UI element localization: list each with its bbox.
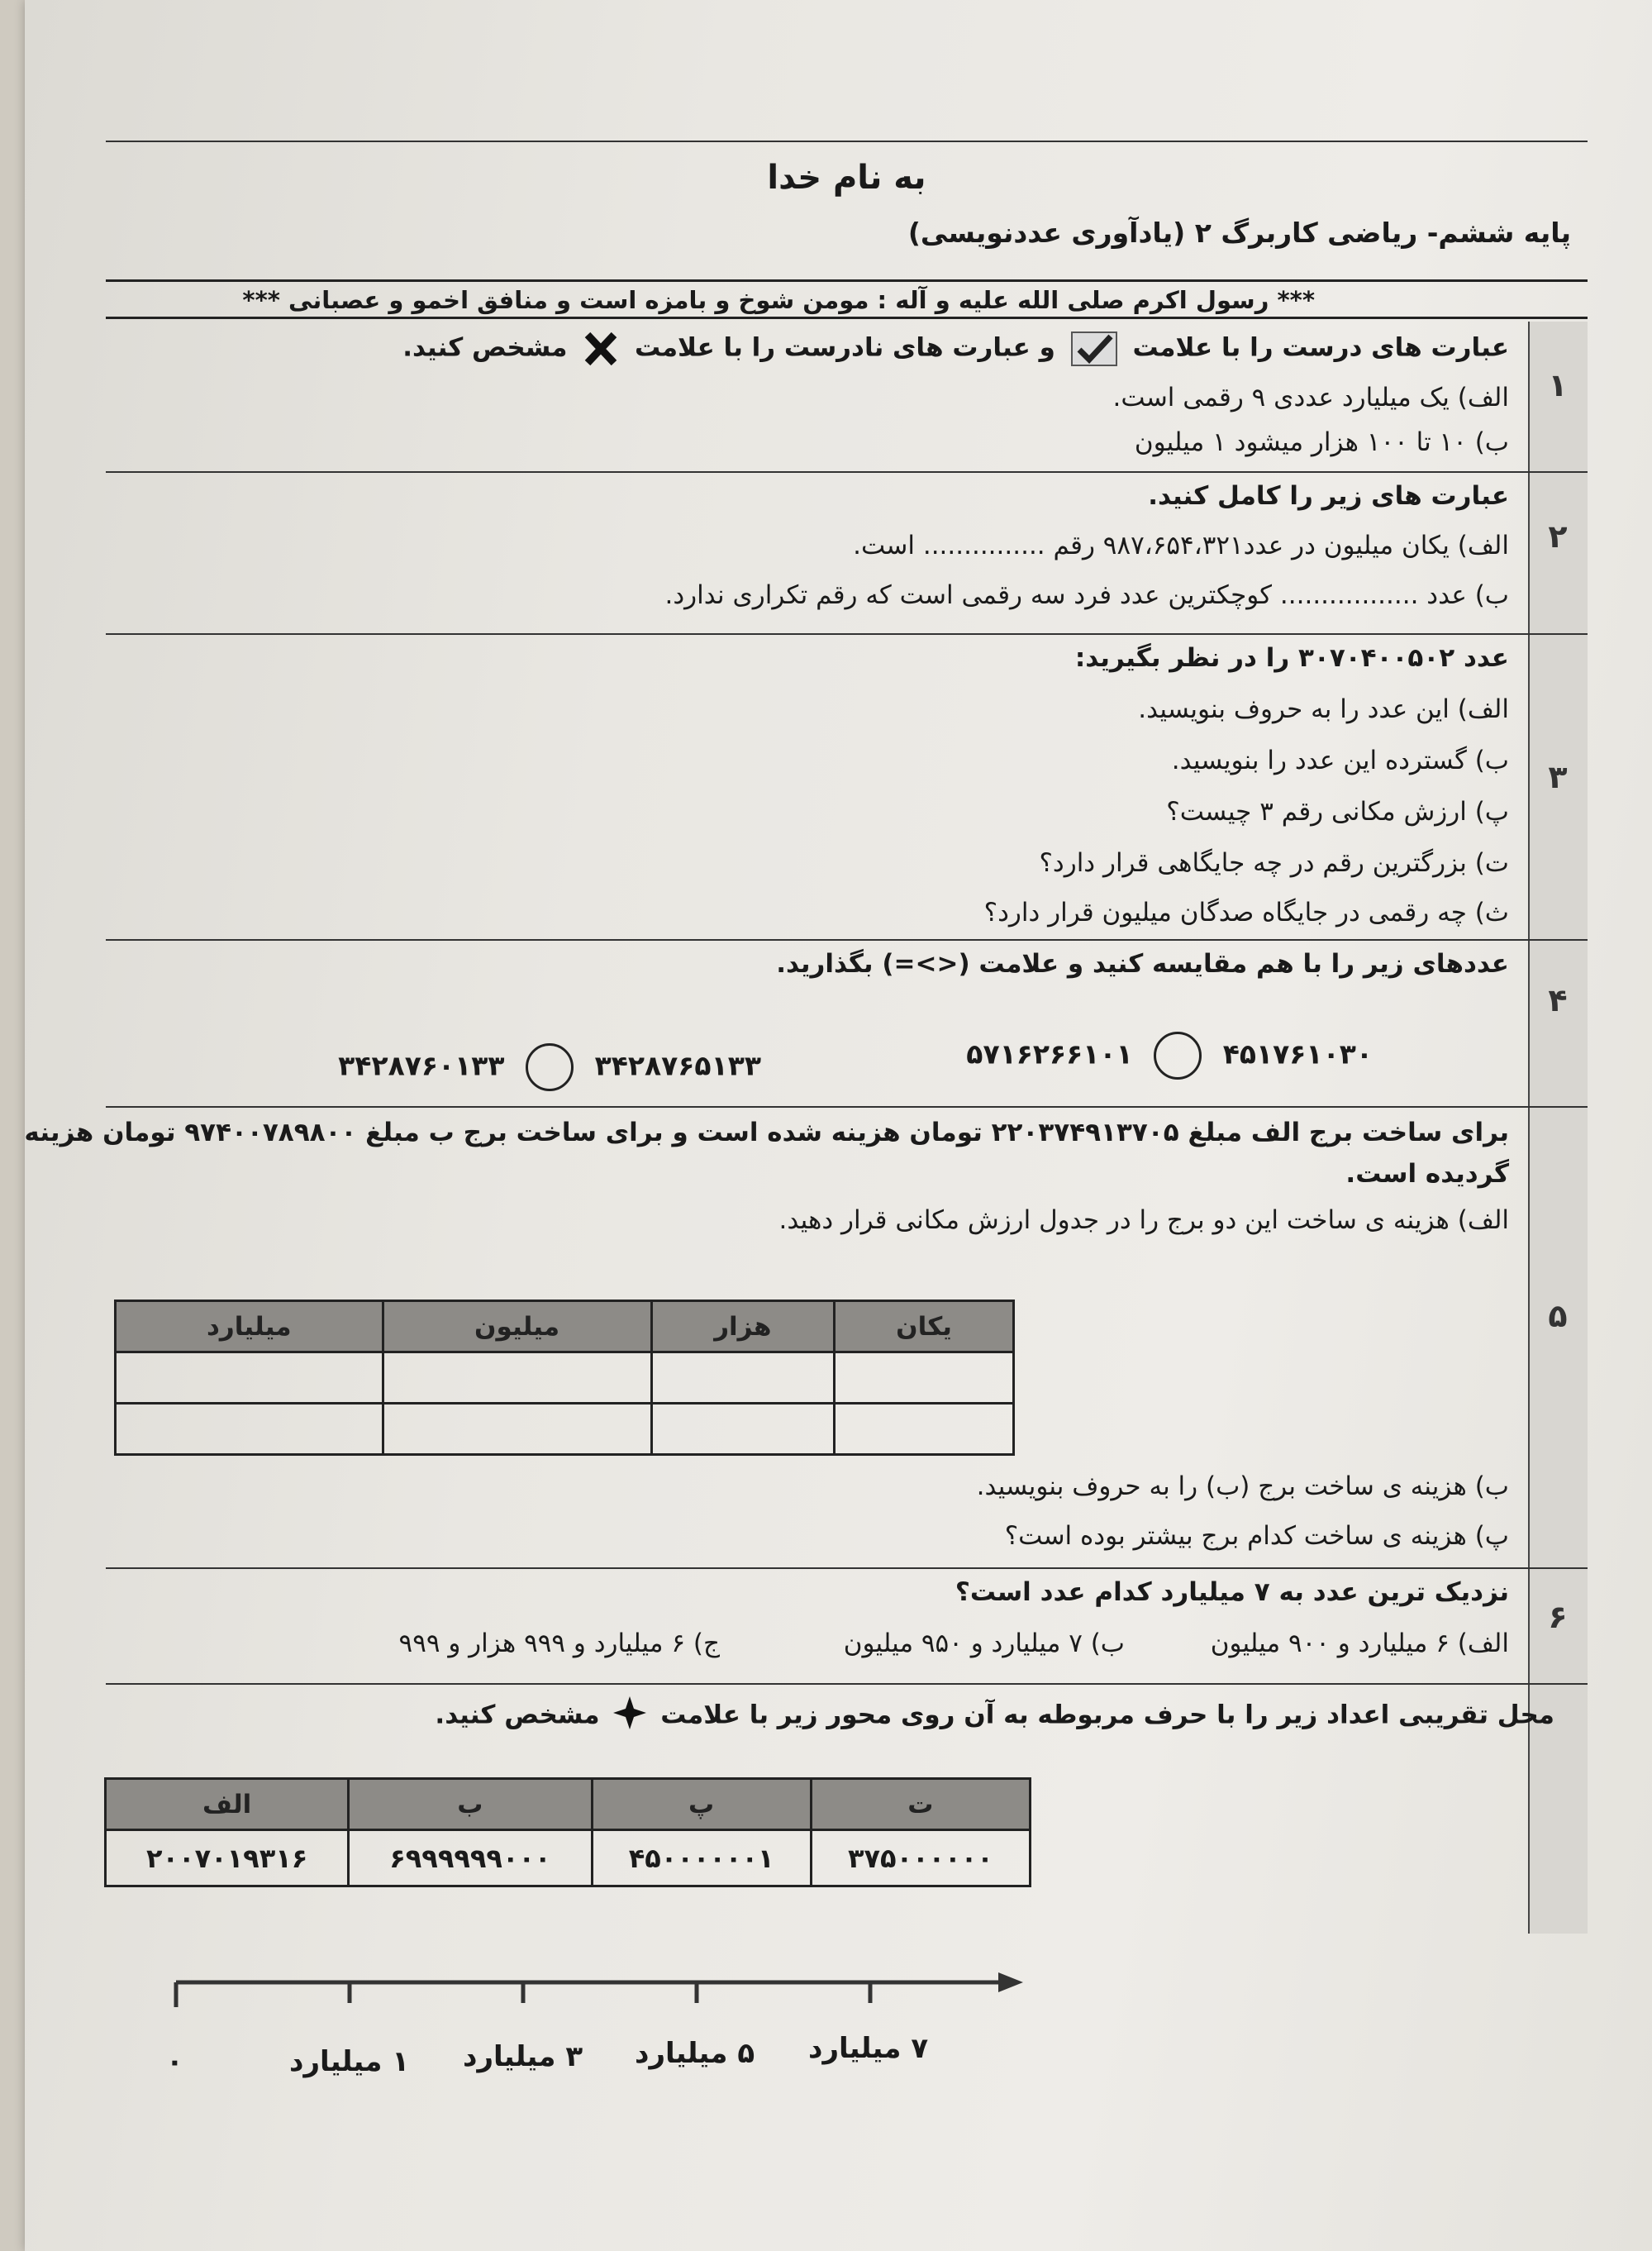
worksheet-subtitle: پایه ششم- ریاضی کاربرگ ۲ (یادآوری عددنویسی) bbox=[907, 217, 1571, 249]
table-header: الف bbox=[106, 1779, 349, 1830]
table-cell[interactable] bbox=[116, 1352, 383, 1404]
q3-item-d: ت) بزرگترین رقم در چه جایگاهی قرار دارد؟ bbox=[1039, 848, 1509, 878]
table-cell: ۶۹۹۹۹۹۹۰۰۰ bbox=[349, 1830, 592, 1886]
star-mark-icon bbox=[613, 1696, 646, 1736]
table-row bbox=[106, 1830, 1031, 1886]
q7-instr-part-b: مشخص کنید. bbox=[435, 1700, 600, 1730]
question-3 bbox=[106, 635, 1588, 941]
table-cell[interactable] bbox=[383, 1352, 651, 1404]
q1-instr-part-c: مشخص کنید. bbox=[402, 332, 568, 363]
q1-item-b: ب) ۱۰ تا ۱۰۰ هزار میشود ۱ میلیون bbox=[1134, 427, 1509, 457]
compare-circle[interactable] bbox=[1154, 1032, 1202, 1080]
question-number: ۵ bbox=[1548, 1298, 1568, 1334]
question-6 bbox=[106, 1569, 1588, 1685]
question-7 bbox=[106, 1685, 1588, 2078]
table-cell[interactable] bbox=[651, 1352, 834, 1404]
table-header: هزار bbox=[651, 1301, 834, 1352]
q4-pair2-right: ۳۴۲۸۷۶۰۱۳۳ bbox=[338, 1049, 505, 1082]
q3-instruction: عدد ۳۰۷۰۴۰۰۵۰۲ را در نظر بگیرید: bbox=[1074, 643, 1509, 673]
table-cell[interactable] bbox=[835, 1352, 1014, 1404]
q1-instruction bbox=[402, 331, 1509, 366]
table-header: میلیون bbox=[383, 1301, 651, 1352]
q4-pair-2 bbox=[338, 1043, 761, 1091]
q3-item-c: پ) ارزش مکانی رقم ۳ چیست؟ bbox=[1166, 797, 1509, 827]
table-header-row bbox=[106, 1779, 1031, 1830]
table-header: میلیارد bbox=[116, 1301, 383, 1352]
question-number: ۴ bbox=[1548, 982, 1568, 1018]
q1-item-a: الف) یک میلیارد عددی ۹ رقمی است. bbox=[1112, 383, 1509, 413]
table-header: یکان bbox=[835, 1301, 1014, 1352]
question-number: ۳ bbox=[1548, 759, 1568, 795]
table-row bbox=[116, 1352, 1014, 1404]
number-line-arrow-icon bbox=[998, 1972, 1023, 1992]
approx-numbers-table bbox=[104, 1777, 1031, 1887]
table-cell: ۲۰۰۷۰۱۹۳۱۶ bbox=[106, 1830, 349, 1886]
table-header: ب bbox=[349, 1779, 592, 1830]
worksheet bbox=[24, 141, 1588, 2078]
q5-part-a: الف) هزینه ی ساخت این دو برج را در جدول ارزش مکانی قرار دهید. bbox=[778, 1205, 1509, 1235]
hadith-text: *** رسول اکرم صلی الله علیه و آله : مومن شوخ و بامزه است و منافق اخمو و عصبانی *** bbox=[242, 286, 1315, 314]
q6-instruction: نزدیک ترین عدد به ۷ میلیارد کدام عدد است؟ bbox=[955, 1577, 1509, 1607]
q5-statement-line-2: گردیده است. bbox=[1345, 1159, 1509, 1189]
table-header-row bbox=[116, 1301, 1014, 1352]
page-title: به نام خدا bbox=[767, 159, 926, 197]
q4-pair1-right: ۵۷۱۶۲۶۶۱۰۱ bbox=[966, 1037, 1133, 1071]
hadith-banner bbox=[106, 279, 1588, 319]
axis-label-zero: ۰ bbox=[166, 2045, 183, 2078]
table-cell[interactable] bbox=[835, 1404, 1014, 1455]
q4-instruction: عددهای زیر را با هم مقایسه کنید و علامت (<>=) بگذارید. bbox=[776, 949, 1509, 979]
q4-pair2-left: ۳۴۲۸۷۶۵۱۳۳ bbox=[594, 1049, 761, 1082]
top-border bbox=[106, 141, 1588, 142]
q3-item-a: الف) این عدد را به حروف بنویسید. bbox=[1138, 694, 1509, 724]
table-header: پ bbox=[592, 1779, 811, 1830]
q2-item-b: ب) عدد ................. کوچکترین عدد فرد سه رقمی است که رقم تکراری ندارد. bbox=[664, 580, 1509, 610]
q3-item-e: ث) چه رقمی در جایگاه صدگان میلیون قرار دارد؟ bbox=[983, 898, 1509, 928]
axis-label-3b: ۳ میلیارد bbox=[463, 2040, 583, 2073]
question-4 bbox=[106, 941, 1588, 1108]
question-2 bbox=[106, 473, 1588, 635]
q5-part-c: پ) هزینه ی ساخت کدام برج بیشتر بوده است؟ bbox=[1004, 1521, 1509, 1551]
question-number: ۲ bbox=[1548, 518, 1568, 555]
check-mark-icon bbox=[1071, 331, 1117, 366]
table-cell[interactable] bbox=[651, 1404, 834, 1455]
question-1 bbox=[106, 322, 1588, 473]
paper-sheet bbox=[25, 0, 1652, 2251]
question-number: ۶ bbox=[1548, 1599, 1568, 1635]
q6-option-b: ب) ۷ میلیارد و ۹۵۰ میلیون bbox=[843, 1629, 1125, 1658]
table-cell: ۴۵۰۰۰۰۰۰۱ bbox=[592, 1830, 811, 1886]
q2-item-a: الف) یکان میلیون در عدد۹۸۷،۶۵۴،۳۲۱ رقم ............... است. bbox=[853, 531, 1509, 560]
question-number: ۱ bbox=[1548, 367, 1568, 403]
place-value-table bbox=[114, 1300, 1015, 1456]
q1-instr-part-a: عبارت های درست را با علامت bbox=[1132, 332, 1509, 363]
cross-mark-icon bbox=[583, 331, 619, 366]
axis-label-5b: ۵ میلیارد bbox=[635, 2037, 755, 2070]
table-row bbox=[116, 1404, 1014, 1455]
q1-instr-part-b: و عبارت های نادرست را با علامت bbox=[635, 332, 1055, 363]
table-cell: ۳۷۵۰۰۰۰۰۰ bbox=[811, 1830, 1030, 1886]
axis-label-7b: ۷ میلیارد bbox=[808, 2032, 929, 2065]
q6-option-c: ج) ۶ میلیارد و ۹۹۹ هزار و ۹۹۹ bbox=[398, 1629, 720, 1658]
q3-item-b: ب) گسترده این عدد را بنویسید. bbox=[1171, 746, 1509, 775]
compare-circle[interactable] bbox=[526, 1043, 574, 1091]
q7-instruction bbox=[435, 1696, 1554, 1736]
axis-label-1b: ۱ میلیارد bbox=[289, 2045, 410, 2078]
q4-pair-1 bbox=[966, 1032, 1373, 1080]
q7-instr-part-a: محل تقریبی اعداد زیر را با حرف مربوطه به آن روی محور زیر با علامت bbox=[660, 1700, 1554, 1730]
table-cell[interactable] bbox=[116, 1404, 383, 1455]
question-5 bbox=[24, 1108, 1588, 1569]
q5-part-b: ب) هزینه ی ساخت برج (ب) را به حروف بنویسید. bbox=[976, 1471, 1509, 1501]
table-cell[interactable] bbox=[383, 1404, 651, 1455]
q4-pair1-left: ۴۵۱۷۶۱۰۳۰ bbox=[1222, 1037, 1373, 1071]
table-header: ت bbox=[811, 1779, 1030, 1830]
number-line[interactable] bbox=[172, 1958, 1048, 2024]
q2-instruction: عبارت های زیر را کامل کنید. bbox=[1148, 481, 1509, 511]
q6-option-a: الف) ۶ میلیارد و ۹۰۰ میلیون bbox=[1210, 1629, 1509, 1658]
q5-statement-line-1: برای ساخت برج الف مبلغ ۲۲۰۳۷۴۹۱۳۷۰۵ تومان هزینه شده است و برای ساخت برج ب مبلغ ۹۷۴۰۰۷۸۹۸۰۰ تومان هزینه bbox=[24, 1118, 1509, 1147]
